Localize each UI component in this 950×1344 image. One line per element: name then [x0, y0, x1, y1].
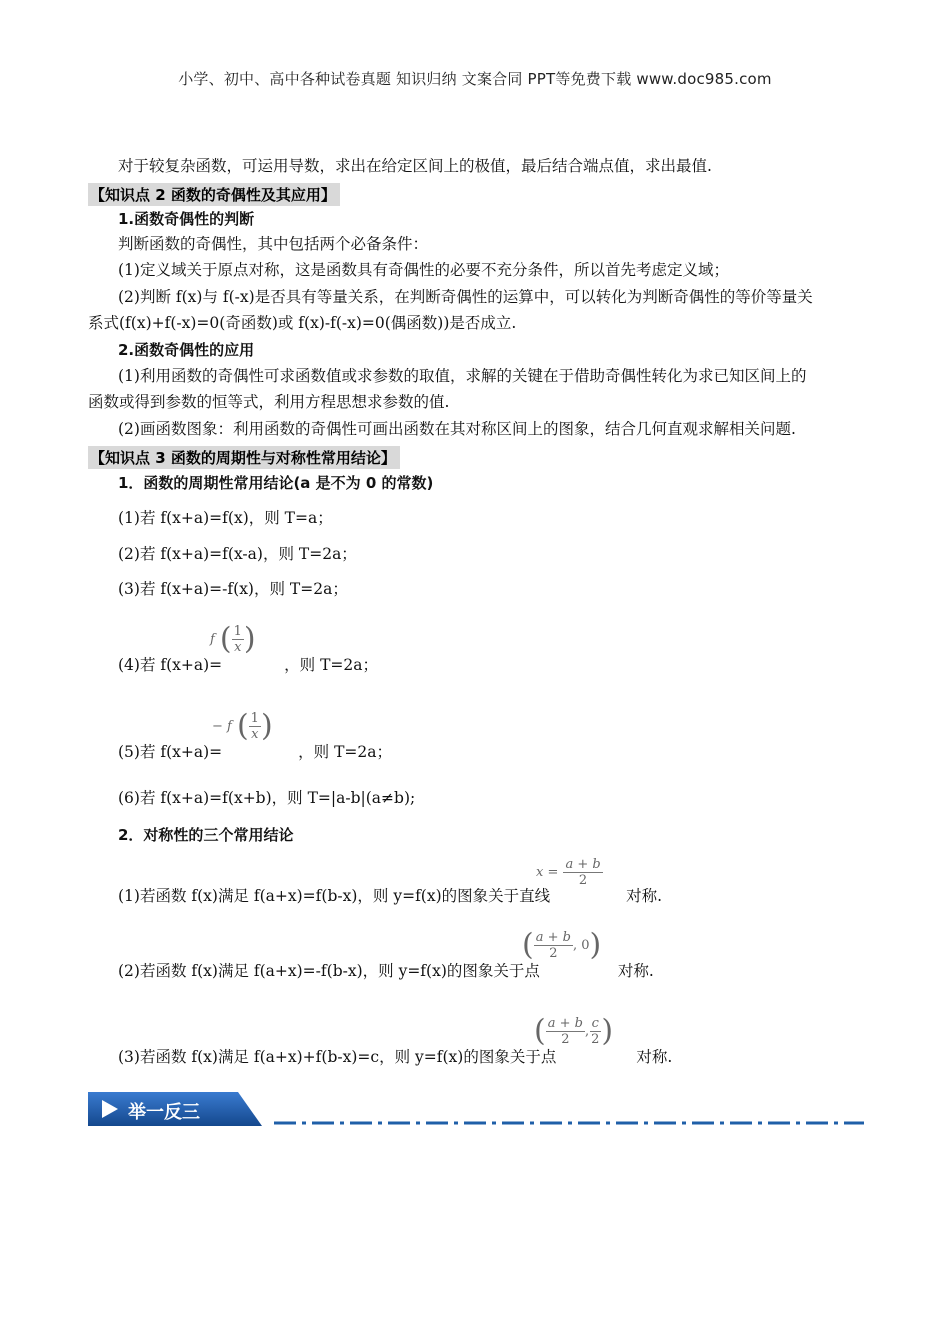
page-header: 小学、初中、高中各种试卷真题 知识归纳 文案合同 PPT等免费下载 www.doc985.com — [178, 70, 772, 88]
math-symbol: f — [210, 632, 215, 647]
right-paren: ) — [260, 708, 273, 744]
periodicity-item-6: (6)若 f(x+a)=f(x+b)，则 T=|a-b|(a≠b); — [118, 789, 416, 807]
symmetry-item-2 — [118, 961, 654, 981]
right-paren: ) — [601, 1013, 614, 1049]
subsection-title-periodicity: 1．函数的周期性常用结论(a 是不为 0 的常数) — [118, 474, 434, 492]
fraction — [249, 711, 261, 742]
fraction — [232, 624, 244, 655]
formula-point-a-plus-b-over-2-c-over-2 — [534, 1013, 614, 1049]
math-symbol: − f — [212, 719, 232, 734]
left-paren: ( — [219, 621, 232, 657]
item-text: 对称. — [626, 887, 663, 905]
paragraph: (1)利用函数的奇偶性可求函数值或求参数的取值，求解的关键在于借助奇偶性转化为求已知区间上的 — [118, 367, 807, 385]
item-text: ，则 T=2a； — [284, 656, 379, 674]
item-text: ，则 T=2a； — [298, 743, 393, 761]
math-symbol: x = — [536, 865, 559, 880]
numerator: a + b — [535, 930, 571, 945]
formula-f-of-1-over-x — [210, 621, 256, 657]
fraction — [546, 1016, 585, 1047]
left-paren: ( — [534, 1013, 546, 1049]
subsection-title-symmetry: 2．对称性的三个常用结论 — [118, 826, 294, 844]
periodicity-item-3: (3)若 f(x+a)=-f(x)，则 T=2a； — [118, 580, 348, 598]
denominator: 2 — [549, 946, 558, 961]
denominator: 2 — [591, 1032, 600, 1047]
left-paren: ( — [522, 927, 534, 963]
section-title-k2: 【知识点 2 函数的奇偶性及其应用】 — [88, 183, 340, 206]
symmetry-item-1 — [118, 886, 662, 906]
periodicity-item-4 — [118, 655, 378, 675]
paragraph: 系式(f(x)+f(-x)=0(奇函数)或 f(x)-f(-x)=0(偶函数))是否成立. — [88, 314, 517, 332]
item-text: (2)若函数 f(x)满足 f(a+x)=-f(b-x)，则 y=f(x)的图象关于点 — [118, 962, 540, 980]
item-text: 对称. — [617, 962, 654, 980]
item-text: 对称. — [636, 1048, 673, 1066]
formula-neg-f-of-1-over-x — [212, 708, 273, 744]
denominator: x — [234, 640, 242, 655]
math-symbol: , — [584, 1024, 590, 1039]
fraction — [534, 930, 573, 961]
fraction — [563, 857, 602, 888]
fraction — [589, 1016, 601, 1047]
math-symbol: , 0 — [572, 938, 590, 953]
item-text: (5)若 f(x+a)= — [118, 743, 223, 761]
right-paren: ) — [243, 621, 256, 657]
numerator: 1 — [233, 624, 242, 639]
subsection-title-parity-application: 2.函数奇偶性的应用 — [118, 341, 255, 359]
paragraph: (2)画函数图象：利用函数的奇偶性可画出函数在其对称区间上的图象，结合几何直观求解相关问题. — [118, 420, 796, 438]
periodicity-item-2: (2)若 f(x+a)=f(x-a)，则 T=2a； — [118, 545, 357, 563]
denominator: 2 — [561, 1032, 570, 1047]
item-text: (4)若 f(x+a)= — [118, 656, 223, 674]
formula-point-a-plus-b-over-2-zero — [522, 927, 602, 963]
numerator: a + b — [565, 857, 601, 872]
symmetry-item-3 — [118, 1047, 672, 1067]
item-text: (3)若函数 f(x)满足 f(a+x)+f(b-x)=c，则 y=f(x)的图象关于点 — [118, 1048, 557, 1066]
dash-dot-divider — [274, 1121, 864, 1125]
subsection-title-parity-judgement: 1.函数奇偶性的判断 — [118, 210, 255, 228]
formula-x-equals-a-plus-b-over-2 — [536, 857, 603, 888]
denominator: x — [251, 727, 259, 742]
item-text: (1)若函数 f(x)满足 f(a+x)=f(b-x)，则 y=f(x)的图象关于直线 — [118, 887, 551, 905]
right-paren: ) — [589, 927, 602, 963]
paragraph: 判断函数的奇偶性，其中包括两个必备条件： — [118, 235, 429, 253]
periodicity-item-1: (1)若 f(x+a)=f(x)，则 T=a； — [118, 509, 333, 527]
intro-paragraph: 对于较复杂函数，可运用导数，求出在给定区间上的极值，最后结合端点值，求出最值. — [118, 157, 712, 175]
section-title-k3: 【知识点 3 函数的周期性与对称性常用结论】 — [88, 446, 400, 469]
paragraph: (1)定义域关于原点对称，这是函数具有奇偶性的必要不充分条件，所以首先考虑定义域； — [118, 261, 729, 279]
numerator: c — [591, 1016, 599, 1031]
numerator: 1 — [250, 711, 259, 726]
denominator: 2 — [578, 873, 588, 888]
numerator: a + b — [547, 1016, 583, 1031]
paragraph: 函数或得到参数的恒等式，利用方程思想求参数的值. — [88, 393, 450, 411]
left-paren: ( — [236, 708, 249, 744]
banner-title: 举一反三 — [128, 1102, 200, 1123]
paragraph: (2)判断 f(x)与 f(-x)是否具有等量关系，在判断奇偶性的运算中，可以转化为判断奇偶性的等价等量关 — [118, 288, 813, 306]
periodicity-item-5 — [118, 742, 392, 762]
